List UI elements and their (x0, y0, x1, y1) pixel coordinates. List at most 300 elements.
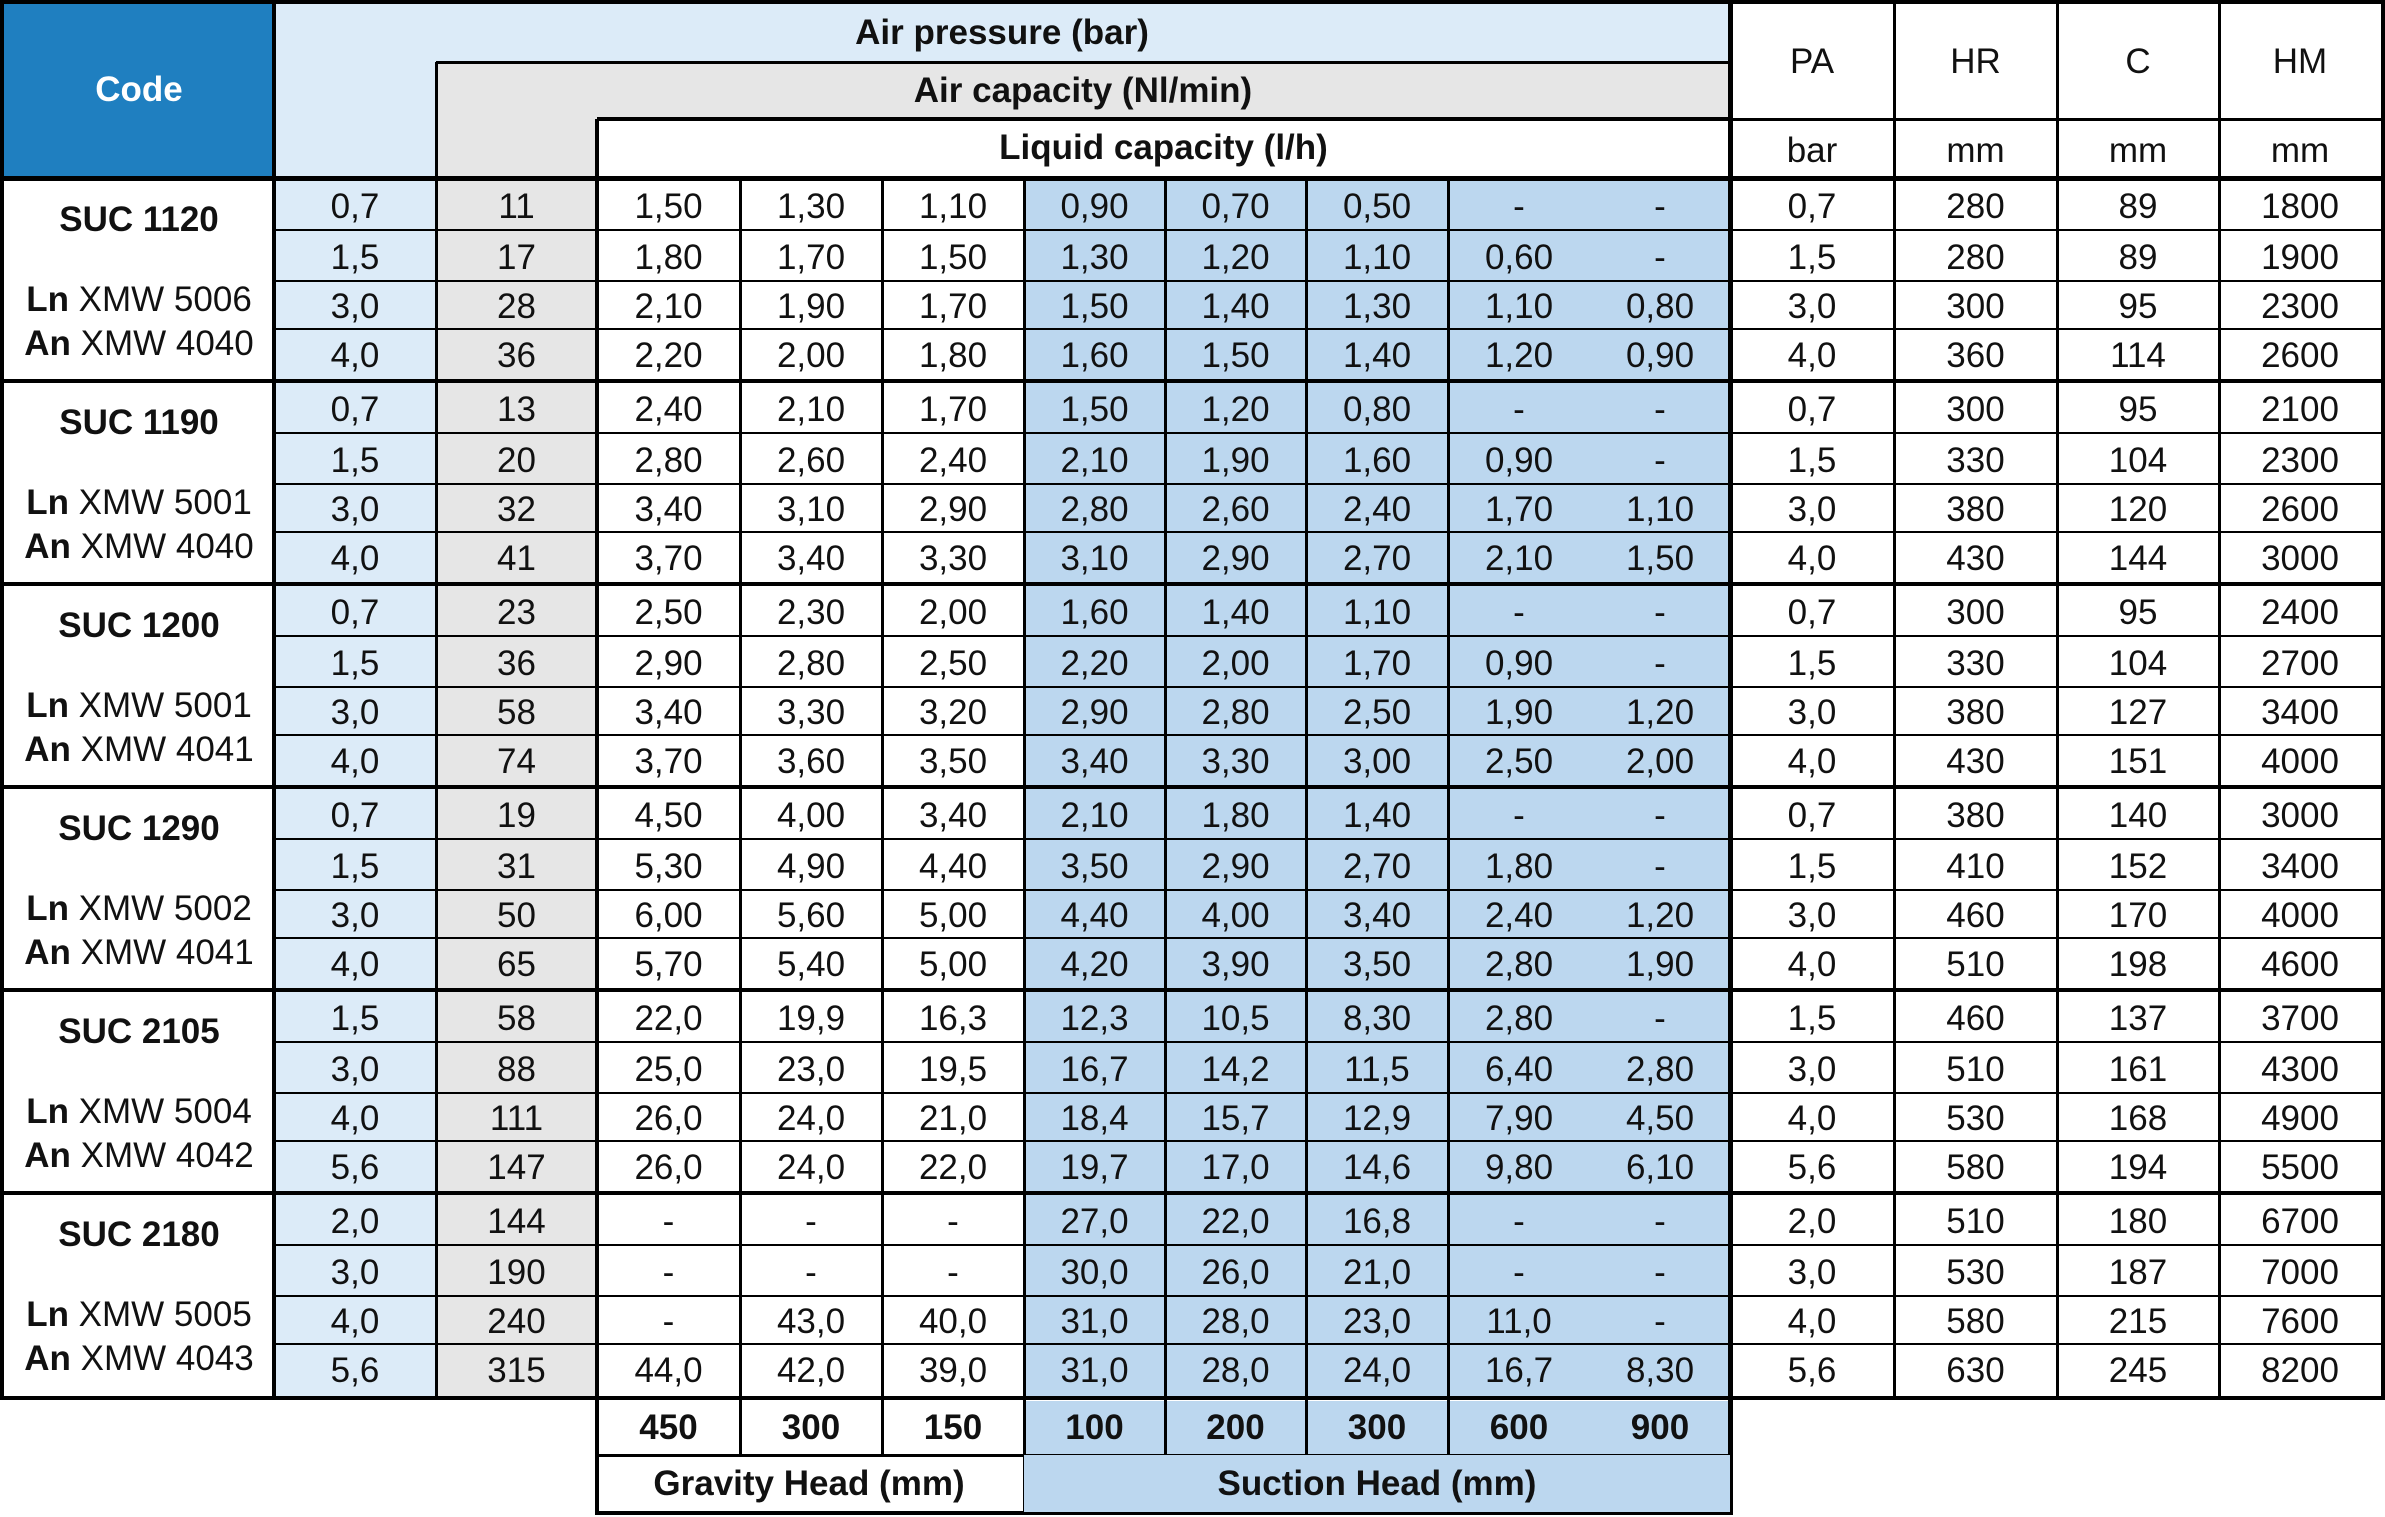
table-cell: 40,0 (918, 1302, 988, 1341)
table-cell: 6,40 (1484, 1049, 1554, 1089)
table-cell: 1,60 (1060, 336, 1129, 375)
table-cell: 1,30 (1342, 287, 1412, 326)
an-label: An (24, 527, 71, 566)
table-cell: 4,50 (634, 796, 703, 835)
table-cell: 330 (1946, 440, 2005, 480)
table-cell: 2,50 (1342, 693, 1412, 732)
table-cell: 2,50 (634, 593, 703, 632)
table-cell: 187 (2108, 1252, 2168, 1292)
table-cell: 1,40 (1342, 796, 1412, 835)
table-cell: 22,0 (634, 999, 703, 1038)
an-label: An (24, 324, 71, 363)
table-cell: 3,0 (1787, 896, 1837, 935)
header-unit-c: mm (2108, 130, 2168, 170)
table-cell: 1,50 (1060, 287, 1129, 326)
table-cell: - (662, 1252, 675, 1292)
table-cell: - (1654, 643, 1666, 683)
an-label: An (24, 1136, 71, 1175)
an-label: An (24, 933, 71, 972)
table-cell: 28,0 (1201, 1351, 1270, 1390)
table-cell: - (1513, 1252, 1525, 1292)
table-cell: 2,50 (918, 643, 988, 683)
table-cell: 2,80 (634, 440, 703, 480)
table-cell: 4,0 (330, 1302, 380, 1341)
table-cell: 3,0 (330, 1049, 380, 1089)
table-cell: 36 (497, 336, 536, 375)
head-value: 150 (923, 1408, 983, 1447)
table-cell: 32 (497, 490, 536, 529)
table-cell: 95 (2118, 593, 2158, 632)
table-cell: 1,50 (1060, 390, 1129, 429)
table-cell: 4,0 (1787, 742, 1837, 781)
head-value: 300 (781, 1408, 841, 1447)
table-cell: 2,10 (776, 390, 846, 429)
table-cell: 4,50 (1625, 1099, 1695, 1138)
table-cell: 3000 (2261, 796, 2339, 835)
table-cell: 3,40 (776, 539, 846, 578)
ln-label: Ln (26, 889, 69, 928)
ln-line (26, 684, 252, 728)
table-cell: 7600 (2261, 1302, 2339, 1341)
table-cell: 198 (2108, 945, 2168, 984)
table-cell: 2300 (2261, 440, 2339, 480)
table-cell: 1,5 (1787, 237, 1837, 277)
table-cell: 19 (497, 796, 536, 835)
table-cell: 580 (1946, 1302, 2005, 1341)
table-cell: 1,50 (634, 187, 703, 226)
table-cell: 4,0 (1787, 1099, 1837, 1138)
table-cell: 1,40 (1201, 593, 1270, 632)
table-cell: 16,7 (1060, 1049, 1129, 1089)
table-cell: 16,7 (1484, 1351, 1554, 1390)
table-cell: 24,0 (776, 1099, 846, 1138)
table-cell: 280 (1946, 187, 2005, 226)
header-unit-hr: mm (1946, 130, 2005, 170)
table-cell: 5,6 (1787, 1351, 1837, 1390)
table-cell: 1,5 (330, 846, 380, 886)
table-cell: 5,00 (918, 945, 988, 984)
table-cell: 6,10 (1625, 1148, 1695, 1187)
table-cell: 2100 (2261, 390, 2339, 429)
code-title: SUC 1120 (59, 200, 219, 239)
table-cell: - (1654, 440, 1666, 480)
table-cell: 1900 (2261, 237, 2339, 277)
table-cell: 161 (2108, 1049, 2168, 1089)
table-cell: 4000 (2261, 742, 2339, 781)
table-cell: 5,6 (1787, 1148, 1837, 1187)
table-cell: 194 (2108, 1148, 2168, 1187)
table-cell: 4,0 (330, 1099, 380, 1138)
an-label: An (24, 730, 71, 769)
table-cell: 300 (1946, 287, 2005, 326)
table-cell: 0,7 (1787, 796, 1837, 835)
table-cell: 2600 (2261, 490, 2339, 529)
table-cell: 300 (1946, 593, 2005, 632)
table-cell: 4,40 (918, 846, 988, 886)
table-cell: 3,20 (918, 693, 988, 732)
table-cell: 19,5 (918, 1049, 988, 1089)
table-cell: 1,90 (1625, 945, 1695, 984)
table-cell: 1,5 (1787, 643, 1837, 683)
table-cell: 3,30 (918, 539, 988, 578)
table-cell: - (1513, 1202, 1525, 1241)
table-cell: - (1654, 237, 1666, 277)
table-cell: 2,80 (776, 643, 846, 683)
table-cell: 4300 (2261, 1049, 2339, 1089)
table-cell: 19,9 (776, 999, 846, 1038)
table-cell: - (1654, 187, 1666, 226)
table-cell: 111 (489, 1099, 544, 1138)
table-cell: 215 (2108, 1302, 2168, 1341)
table-cell: 17 (497, 237, 536, 277)
header-pa: PA (1789, 41, 1835, 81)
ln-label: Ln (26, 686, 69, 725)
table-cell: 2,90 (1060, 693, 1129, 732)
an-line (24, 1337, 254, 1381)
table-cell: 4,0 (330, 336, 380, 375)
table-cell: 360 (1946, 336, 2005, 375)
ln-line (26, 278, 252, 322)
table-cell: 43,0 (776, 1302, 846, 1341)
table-cell: 4,0 (1787, 539, 1837, 578)
table-cell: 4600 (2261, 945, 2339, 984)
table-cell: 11,5 (1344, 1049, 1410, 1089)
an-line (24, 931, 254, 975)
table-cell: 18,4 (1060, 1099, 1129, 1138)
table-cell: 26,0 (634, 1099, 703, 1138)
table-cell: 20 (497, 440, 536, 480)
table-cell: 9,80 (1484, 1148, 1554, 1187)
table-cell: 4,20 (1060, 945, 1129, 984)
table-cell: 0,70 (1201, 187, 1270, 226)
an-value: XMW 4042 (70, 1136, 254, 1175)
grid-hline (436, 61, 1730, 64)
table-cell: 14,6 (1342, 1148, 1412, 1187)
table-cell: 24,0 (1342, 1351, 1412, 1390)
table-cell: 4,90 (776, 846, 846, 886)
table-cell: 2,80 (1201, 693, 1270, 732)
table-cell: 3,0 (1787, 490, 1837, 529)
code-cell (4, 180, 274, 379)
table-cell: - (947, 1202, 959, 1241)
head-value: 900 (1630, 1408, 1690, 1447)
table-cell: 1,70 (1342, 643, 1412, 683)
code-title: SUC 2105 (58, 1012, 220, 1051)
table-cell: 0,60 (1484, 237, 1554, 277)
table-cell: 1,50 (1201, 336, 1270, 375)
table-cell: 3,70 (634, 539, 703, 578)
table-cell: 1,80 (1201, 796, 1270, 835)
grid-vline (2381, 0, 2385, 1398)
table-cell: - (662, 1302, 675, 1341)
table-cell: 0,90 (1625, 336, 1695, 375)
an-line (24, 1134, 254, 1178)
table-cell: 19,7 (1060, 1148, 1129, 1187)
table-cell: 3,40 (918, 796, 988, 835)
table-cell: 3,0 (1787, 1049, 1837, 1089)
table-cell: 1,80 (1484, 846, 1554, 886)
table-cell: 2,00 (1625, 742, 1695, 781)
table-cell: - (1513, 187, 1525, 226)
table-cell: 147 (487, 1148, 546, 1187)
ln-line (26, 1090, 252, 1134)
an-value: XMW 4041 (70, 933, 254, 972)
table-cell: 3700 (2261, 999, 2339, 1038)
table-cell: 1,5 (1787, 999, 1837, 1038)
table-cell: 31,0 (1060, 1302, 1129, 1341)
table-cell: 1,70 (776, 237, 846, 277)
table-cell: 8,30 (1625, 1351, 1695, 1390)
table-cell: 3,40 (1342, 896, 1412, 935)
table-cell: 4,0 (330, 539, 380, 578)
table-cell: 0,7 (330, 796, 380, 835)
ln-value: XMW 5001 (68, 483, 252, 522)
table-cell: - (947, 1252, 959, 1292)
table-cell: 1,60 (1342, 440, 1412, 480)
table-cell: - (1654, 593, 1666, 632)
table-cell: 58 (497, 693, 536, 732)
table-cell: 1,20 (1201, 237, 1270, 277)
table-cell: 11 (498, 187, 535, 226)
header-c: C (2125, 41, 2151, 81)
table-cell: 16,3 (918, 999, 988, 1038)
an-line (24, 525, 254, 569)
table-cell: 3,10 (1060, 539, 1129, 578)
air-pressure-label: Air pressure (bar) (855, 13, 1149, 52)
table-cell: 39,0 (918, 1351, 988, 1390)
table-cell: 4,0 (1787, 336, 1837, 375)
table-cell: 2,10 (1060, 796, 1129, 835)
table-cell: 1,10 (1625, 490, 1695, 529)
table-cell: 7,90 (1484, 1099, 1554, 1138)
head-value: 600 (1489, 1408, 1549, 1447)
table-cell: 1,10 (1484, 287, 1554, 326)
table-cell: 1,40 (1201, 287, 1270, 326)
table-cell: 0,7 (330, 390, 380, 429)
table-cell: 630 (1946, 1351, 2005, 1390)
header-unit-pa: bar (1786, 130, 1838, 170)
table-cell: 88 (497, 1049, 536, 1089)
table-cell: 4,00 (1201, 896, 1270, 935)
table-cell: 2300 (2261, 287, 2339, 326)
table-cell: 170 (2108, 896, 2168, 935)
table-cell: - (1654, 796, 1666, 835)
table-cell: - (1654, 999, 1666, 1038)
table-cell: 1,20 (1625, 896, 1695, 935)
table-cell: 1,20 (1625, 693, 1695, 732)
table-cell: 7000 (2261, 1252, 2339, 1292)
table-cell: 1,50 (1625, 539, 1695, 578)
table-cell: 510 (1946, 945, 2005, 984)
table-cell: 530 (1946, 1099, 2005, 1138)
table-cell: 3,50 (1060, 846, 1129, 886)
code-title: SUC 1200 (58, 606, 220, 645)
table-cell: 4,0 (330, 945, 380, 984)
liquid-capacity-label: Liquid capacity (l/h) (999, 127, 1328, 167)
table-cell: - (1654, 1252, 1666, 1292)
table-cell: - (805, 1252, 817, 1292)
table-cell: - (1654, 846, 1666, 886)
table-cell: 3400 (2261, 846, 2339, 886)
table-cell: 3,00 (1342, 742, 1412, 781)
table-cell: 2,20 (1060, 643, 1129, 683)
table-cell: 190 (487, 1252, 546, 1292)
table-cell: 1,90 (776, 287, 846, 326)
table-cell: 2,90 (1201, 846, 1270, 886)
table-cell: 5,60 (776, 896, 846, 935)
header-hm: HM (2272, 41, 2328, 81)
table-cell: 3,60 (776, 742, 846, 781)
table-cell: 5,70 (634, 945, 703, 984)
table-cell: 3,0 (330, 896, 380, 935)
table-cell: 21,0 (918, 1099, 988, 1138)
table-cell: 151 (2108, 742, 2168, 781)
head-value: 100 (1065, 1408, 1124, 1447)
table-cell: 89 (2118, 187, 2158, 226)
an-value: XMW 4043 (70, 1339, 254, 1378)
table-cell: 14,2 (1201, 1049, 1270, 1089)
table-cell: 120 (2108, 490, 2168, 529)
table-cell: 2,00 (918, 593, 988, 632)
table-cell: 2,40 (1342, 490, 1412, 529)
table-cell: 137 (2108, 999, 2168, 1038)
table-cell: 144 (487, 1202, 546, 1241)
table-cell: 2,80 (1484, 945, 1554, 984)
table-cell: 2600 (2261, 336, 2339, 375)
table-cell: 3,10 (776, 490, 846, 529)
table-cell: - (662, 1202, 675, 1241)
code-title: SUC 1190 (59, 403, 219, 442)
table-cell: 245 (2108, 1351, 2168, 1390)
table-cell: 3000 (2261, 539, 2339, 578)
table-cell: 4,0 (330, 742, 380, 781)
table-cell: 1,30 (1060, 237, 1129, 277)
table-cell: 4,0 (1787, 945, 1837, 984)
table-cell: 530 (1946, 1252, 2005, 1292)
table-cell: 10,5 (1201, 999, 1270, 1038)
table-cell: 180 (2108, 1202, 2168, 1241)
table-cell: 1,20 (1201, 390, 1270, 429)
table-cell: 95 (2118, 390, 2158, 429)
table-cell: 11,0 (1486, 1302, 1552, 1341)
table-cell: 2,10 (1484, 539, 1554, 578)
table-cell: 3,70 (634, 742, 703, 781)
table-cell: 1,90 (1484, 693, 1554, 732)
grid-hline (0, 1396, 2385, 1400)
table-cell: 104 (2108, 643, 2168, 683)
table-cell: 2,30 (776, 593, 846, 632)
table-cell: 1,50 (918, 237, 988, 277)
head-value: 450 (639, 1408, 698, 1447)
table-cell: 5,6 (330, 1351, 380, 1390)
code-header: Code (4, 4, 274, 176)
table-cell: 2,90 (1201, 539, 1270, 578)
an-value: XMW 4040 (70, 324, 254, 363)
table-cell: 30,0 (1060, 1252, 1129, 1292)
table-cell: 44,0 (634, 1351, 703, 1390)
table-cell: 3,30 (1201, 742, 1270, 781)
table-cell: 0,7 (330, 187, 380, 226)
table-cell: 3,0 (330, 693, 380, 732)
table-cell: 1,10 (1342, 593, 1412, 632)
table-cell: 3,90 (1201, 945, 1270, 984)
code-cell (4, 383, 274, 582)
an-line (24, 728, 254, 772)
table-cell: - (1513, 390, 1525, 429)
table-cell: 2,20 (634, 336, 703, 375)
air-capacity-label: Air capacity (Nl/min) (913, 70, 1253, 110)
head-value: 200 (1206, 1408, 1265, 1447)
table-cell: 74 (497, 742, 536, 781)
table-cell: 460 (1946, 999, 2005, 1038)
ln-label: Ln (26, 483, 69, 522)
table-cell: 3,40 (1060, 742, 1129, 781)
table-cell: 0,7 (1787, 593, 1837, 632)
table-cell: 104 (2108, 440, 2168, 480)
table-cell: 330 (1946, 643, 2005, 683)
grid-hline (597, 117, 1730, 121)
table-cell: 0,7 (1787, 390, 1837, 429)
table-cell: 24,0 (776, 1148, 846, 1187)
table-cell: 430 (1946, 742, 2005, 781)
table-cell: 380 (1946, 490, 2005, 529)
table-cell: 41 (497, 539, 536, 578)
table-cell: 0,80 (1342, 390, 1412, 429)
table-cell: 5500 (2261, 1148, 2339, 1187)
table-cell: 2,40 (1484, 896, 1554, 935)
ln-label: Ln (26, 1295, 69, 1334)
table-cell: 1,90 (1201, 440, 1270, 480)
table-cell: 1,5 (1787, 846, 1837, 886)
table-cell: 144 (2108, 539, 2168, 578)
table-cell: 28 (497, 287, 536, 326)
table-cell: 36 (497, 643, 536, 683)
table-cell: - (1654, 1202, 1666, 1241)
table-cell: 6700 (2261, 1202, 2339, 1241)
table-cell: 8,30 (1342, 999, 1412, 1038)
table-cell: 8200 (2261, 1351, 2339, 1390)
table-cell: 2,40 (918, 440, 988, 480)
table-cell: 2,00 (1201, 643, 1270, 683)
table-cell: 1,5 (330, 237, 380, 277)
ln-value: XMW 5001 (68, 686, 252, 725)
table-cell: 22,0 (918, 1148, 988, 1187)
an-value: XMW 4040 (70, 527, 254, 566)
table-cell: 127 (2108, 693, 2168, 732)
table-cell: 5,6 (330, 1148, 380, 1187)
table-cell: 5,30 (634, 846, 703, 886)
table-cell: 5,00 (918, 896, 988, 935)
table-cell: 168 (2108, 1099, 2168, 1138)
table-cell: 0,90 (1060, 187, 1129, 226)
table-cell: 1,70 (918, 287, 988, 326)
table-cell: 2,80 (1060, 490, 1129, 529)
table-cell: 0,80 (1625, 287, 1695, 326)
table-cell: 1,70 (918, 390, 988, 429)
ln-value: XMW 5006 (68, 280, 252, 319)
table-cell: 2,90 (634, 643, 703, 683)
table-cell: 5,40 (776, 945, 846, 984)
table-cell: 95 (2118, 287, 2158, 326)
code-cell (4, 1195, 274, 1394)
table-cell: 1800 (2261, 187, 2339, 226)
table-cell: 315 (487, 1351, 546, 1390)
table-cell: 2,80 (1625, 1049, 1695, 1089)
table-cell: 3400 (2261, 693, 2339, 732)
table-cell: 1,80 (634, 237, 703, 277)
table-cell: 1,60 (1060, 593, 1129, 632)
table-cell: 1,5 (330, 643, 380, 683)
